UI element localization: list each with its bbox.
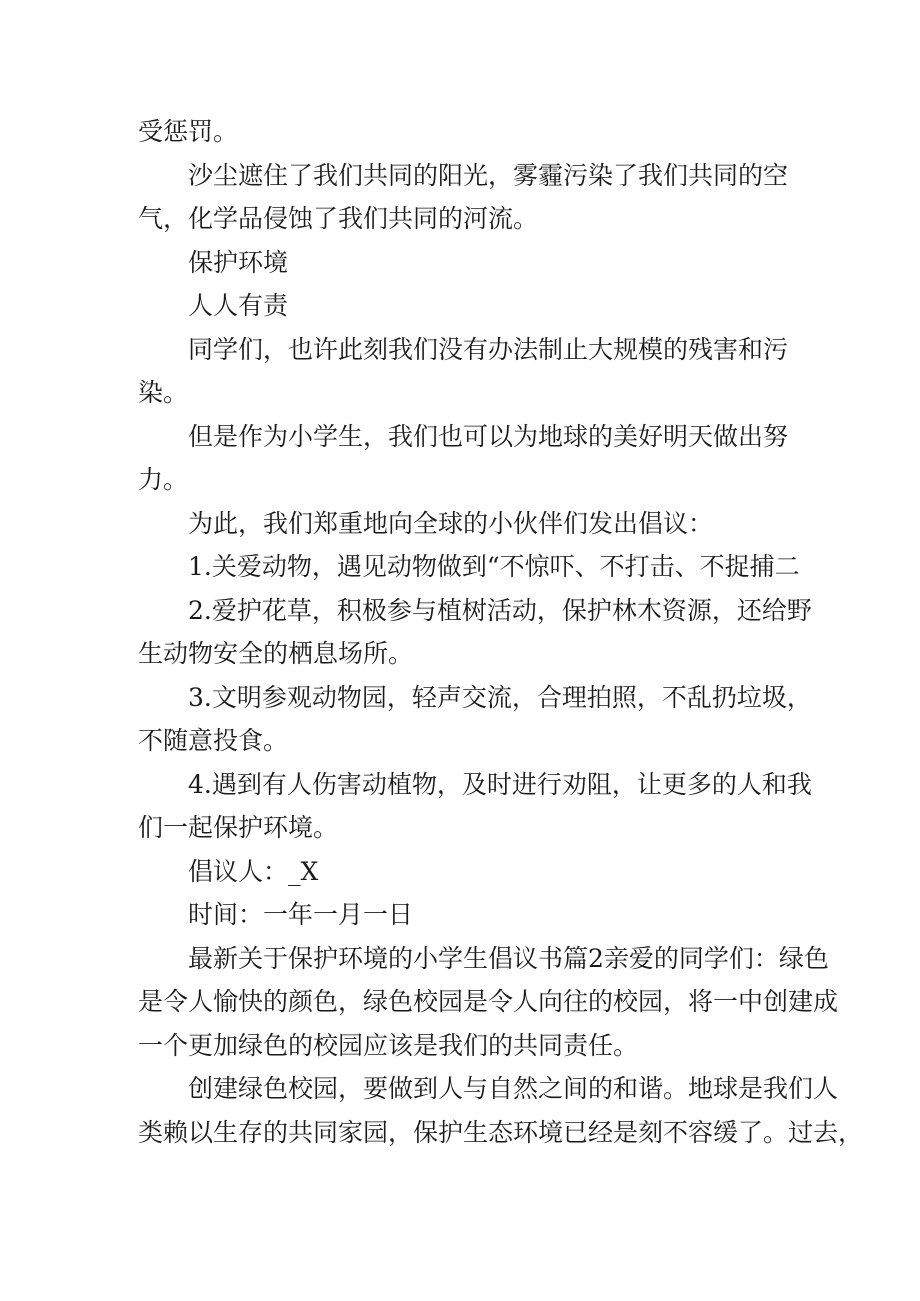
text-line-22: 一个更加绿色的校园应该是我们的共同责任。 bbox=[138, 1030, 639, 1060]
text-line-23: 创建绿色校园，要做到人与自然之间的和谐。地球是我们人 bbox=[188, 1074, 839, 1103]
text-line-24: 类赖以生存的共同家园，保护生态环境已经是刻不容缓了。过去， bbox=[138, 1117, 864, 1147]
text-line-3: 气，化学品侵蚀了我们共同的河流。 bbox=[138, 204, 539, 233]
text-line-4: 保护环境 bbox=[188, 247, 289, 277]
text-line-10: 为此，我们郑重地向全球的小伙伴们发出倡议： bbox=[188, 508, 714, 538]
text-line-9: 力。 bbox=[138, 465, 189, 494]
text-line-14: 3.文明参观动物园，轻声交流，合理拍照，不乱扔垃圾， bbox=[188, 682, 812, 712]
text-line-20: 最新关于保护环境的小学生倡议书篇2亲爱的同学们：绿色 bbox=[188, 943, 829, 973]
text-line-5: 人人有责 bbox=[188, 291, 289, 320]
text-line-19: 时间：一年一月一日 bbox=[188, 900, 414, 929]
text-line-12: 2.爱护花草，积极参与植树活动，保护林木资源，还给野 bbox=[188, 595, 812, 625]
text-line-18: 倡议人：_X bbox=[188, 856, 319, 886]
text-line-7: 染。 bbox=[138, 378, 189, 407]
text-line-11: 1.关爱动物，遇见动物做到“不惊吓、不打击、不捉捕二 bbox=[188, 552, 800, 581]
document-body bbox=[138, 110, 864, 1154]
text-line-13: 生动物安全的栖息场所。 bbox=[138, 639, 414, 668]
text-line-2: 沙尘遮住了我们共同的阳光，雾霾污染了我们共同的空 bbox=[188, 160, 789, 190]
text-line-8: 但是作为小学生，我们也可以为地球的美好明天做出努 bbox=[188, 421, 789, 451]
text-line-16: 4.遇到有人伤害动植物，及时进行劝阻，让更多的人和我 bbox=[188, 769, 812, 799]
text-line-17: 们一起保护环境。 bbox=[138, 813, 339, 842]
text-line-15: 不随意投食。 bbox=[138, 726, 289, 755]
text-line-1: 受惩罚。 bbox=[138, 117, 239, 146]
text-line-6: 同学们，也许此刻我们没有办法制止大规模的残害和污 bbox=[188, 334, 789, 364]
text-line-21: 是令人愉快的颜色，绿色校园是令人向往的校园，将一中创建成 bbox=[138, 987, 839, 1016]
